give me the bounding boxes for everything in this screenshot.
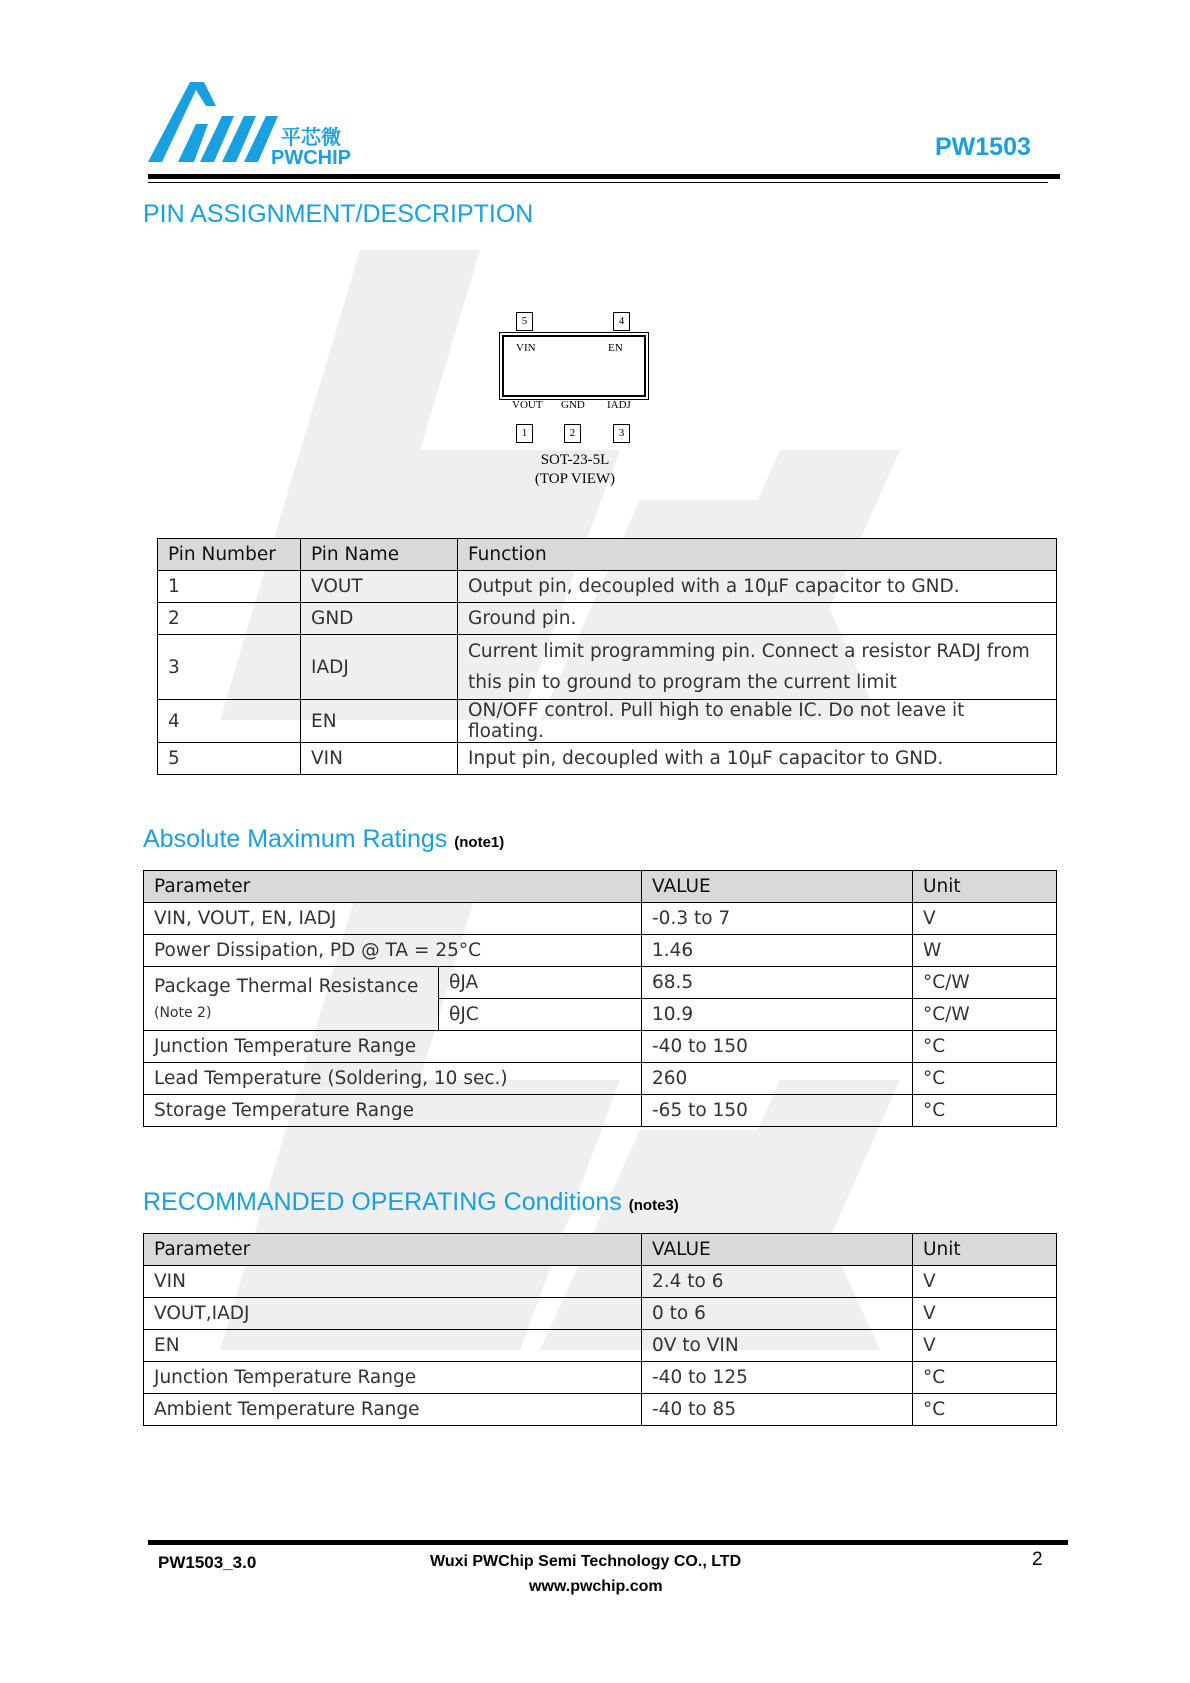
rec-operating-table <box>143 1233 1057 1426</box>
table-row <box>158 603 1057 635</box>
col-parameter: Parameter <box>144 1234 642 1266</box>
cell: V <box>913 1266 1057 1298</box>
table-row <box>144 1031 1057 1063</box>
cell: Storage Temperature Range <box>144 1095 642 1127</box>
abs-max-note: (note1) <box>454 834 505 851</box>
table-header-row <box>144 1234 1057 1266</box>
cell: Junction Temperature Range <box>144 1031 642 1063</box>
cell: 1.46 <box>642 935 913 967</box>
rec-operating-title-text: RECOMMANDED OPERATING Conditions <box>143 1188 622 1216</box>
footer-website[interactable]: www.pwchip.com <box>529 1578 663 1595</box>
col-value: VALUE <box>642 871 913 903</box>
table-header-row <box>144 871 1057 903</box>
logo-chinese-text: 平芯微 <box>281 125 341 149</box>
cell: °C <box>913 1394 1057 1426</box>
header-rule-thin <box>148 182 1048 183</box>
footer-doc-id: PW1503_3.0 <box>158 1553 257 1572</box>
cell: V <box>913 903 1057 935</box>
cell: °C <box>913 1063 1057 1095</box>
cell: Ambient Temperature Range <box>144 1394 642 1426</box>
table-row <box>158 743 1057 775</box>
cell: V <box>913 1330 1057 1362</box>
cell: 68.5 <box>642 967 913 999</box>
pin-gnd-label: GND <box>561 399 585 411</box>
cell: V <box>913 1298 1057 1330</box>
thermal-resistance-note: (Note 2) <box>154 1005 212 1021</box>
abs-max-title-text: Absolute Maximum Ratings <box>143 825 448 853</box>
thermal-resistance-label: Package Thermal Resistance <box>154 976 419 997</box>
cell: -0.3 to 7 <box>642 903 913 935</box>
cell: 0V to VIN <box>642 1330 913 1362</box>
cell: VIN, VOUT, EN, IADJ <box>144 903 642 935</box>
table-row <box>158 700 1057 743</box>
cell: Ground pin. <box>458 603 1057 635</box>
col-function: Function <box>458 539 1057 571</box>
cell: GND <box>301 603 458 635</box>
cell <box>144 967 439 1031</box>
rec-operating-title <box>143 1188 679 1217</box>
cell: °C/W <box>913 999 1057 1031</box>
cell: VIN <box>301 743 458 775</box>
col-unit: Unit <box>913 871 1057 903</box>
pin-en-label: EN <box>608 342 623 354</box>
cell: -40 to 125 <box>642 1362 913 1394</box>
cell: Input pin, decoupled with a 10µF capacitor to GND. <box>458 743 1057 775</box>
cell: EN <box>144 1330 642 1362</box>
cell: -40 to 150 <box>642 1031 913 1063</box>
package-diagram <box>500 310 650 488</box>
cell: VOUT <box>301 571 458 603</box>
pin-4-box: 4 <box>613 312 630 331</box>
pin-1-box: 1 <box>516 424 533 443</box>
abs-max-table <box>143 870 1057 1127</box>
table-row <box>144 1298 1057 1330</box>
cell: θJC <box>439 999 642 1031</box>
cell: θJA <box>439 967 642 999</box>
table-row <box>144 1330 1057 1362</box>
table-row <box>144 903 1057 935</box>
pin-vout-label: VOUT <box>512 399 543 411</box>
cell: IADJ <box>301 635 458 700</box>
cell: 1 <box>158 571 301 603</box>
pin-5-box: 5 <box>516 312 533 331</box>
pin-vin-label: VIN <box>516 342 536 354</box>
cell: VIN <box>144 1266 642 1298</box>
cell: VOUT,IADJ <box>144 1298 642 1330</box>
col-pin-name: Pin Name <box>301 539 458 571</box>
cell: 5 <box>158 743 301 775</box>
pin-assignment-title: PIN ASSIGNMENT/DESCRIPTION <box>143 200 534 228</box>
cell: 10.9 <box>642 999 913 1031</box>
cell: -65 to 150 <box>642 1095 913 1127</box>
cell: °C <box>913 1362 1057 1394</box>
cell: Current limit programming pin. Connect a resistor RADJ from this pin to ground to program the current limit <box>458 635 1057 700</box>
cell: 2.4 to 6 <box>642 1266 913 1298</box>
cell: Power Dissipation, PD @ TA = 25°C <box>144 935 642 967</box>
table-row <box>144 1266 1057 1298</box>
cell: 4 <box>158 700 301 743</box>
cell: EN <box>301 700 458 743</box>
header-rule <box>148 174 1060 179</box>
pin-2-box: 2 <box>564 424 581 443</box>
abs-max-title <box>143 825 504 854</box>
col-parameter: Parameter <box>144 871 642 903</box>
pwchip-logo-icon <box>148 82 278 168</box>
table-row <box>144 1095 1057 1127</box>
package-view: (TOP VIEW) <box>534 471 616 487</box>
cell: ON/OFF control. Pull high to enable IC. Do not leave it floating. <box>458 700 1057 743</box>
part-number: PW1503 <box>935 133 1031 161</box>
table-row <box>144 1394 1057 1426</box>
cell: Junction Temperature Range <box>144 1362 642 1394</box>
cell: 2 <box>158 603 301 635</box>
logo-english-text: PWCHIP <box>271 147 351 169</box>
pin-3-box: 3 <box>613 424 630 443</box>
cell: -40 to 85 <box>642 1394 913 1426</box>
cell: Lead Temperature (Soldering, 10 sec.) <box>144 1063 642 1095</box>
cell: 3 <box>158 635 301 700</box>
table-row <box>158 571 1057 603</box>
table-header-row <box>158 539 1057 571</box>
footer-rule <box>148 1540 1068 1545</box>
col-pin-number: Pin Number <box>158 539 301 571</box>
footer-company: Wuxi PWChip Semi Technology CO., LTD <box>430 1553 742 1570</box>
table-row <box>144 1362 1057 1394</box>
cell: Output pin, decoupled with a 10µF capacitor to GND. <box>458 571 1057 603</box>
cell: 260 <box>642 1063 913 1095</box>
cell: °C <box>913 1031 1057 1063</box>
package-name: SOT-23-5L <box>540 452 610 468</box>
table-row <box>144 935 1057 967</box>
cell: W <box>913 935 1057 967</box>
table-row <box>144 1063 1057 1095</box>
cell: °C <box>913 1095 1057 1127</box>
cell: 0 to 6 <box>642 1298 913 1330</box>
rec-operating-note: (note3) <box>628 1197 679 1214</box>
cell: °C/W <box>913 967 1057 999</box>
table-row <box>158 635 1057 700</box>
table-row <box>144 967 1057 999</box>
col-value: VALUE <box>642 1234 913 1266</box>
col-unit: Unit <box>913 1234 1057 1266</box>
pin-table <box>157 538 1057 775</box>
footer-page-number: 2 <box>1032 1549 1043 1570</box>
pin-iadj-label: IADJ <box>607 399 631 411</box>
